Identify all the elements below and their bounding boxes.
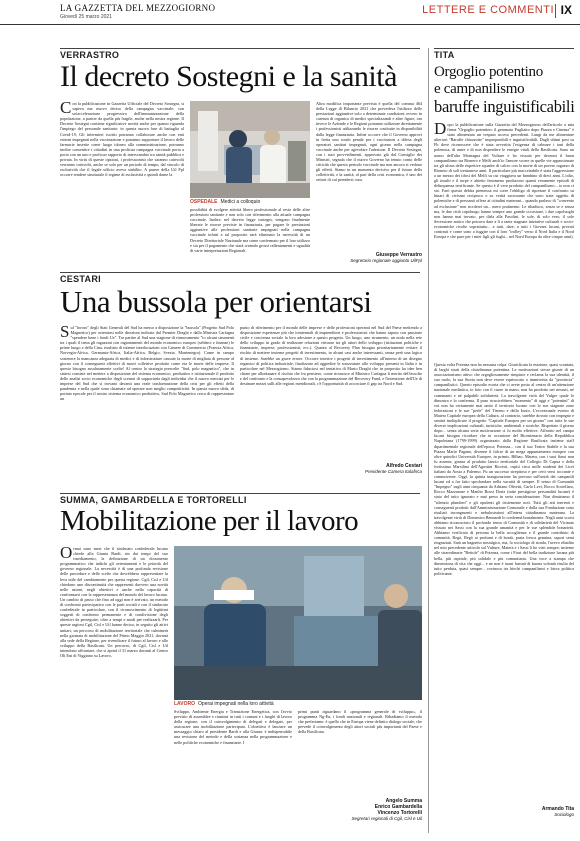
- author-name: Giuseppe Verrastro: [375, 252, 422, 258]
- page-number: IX: [560, 3, 572, 17]
- section-rule: [60, 493, 420, 494]
- article-photo: [174, 546, 422, 700]
- article-column: Con la pubblicazione in Gazzetta Ufficiale del Decreto Sostegni, si sapeva ma nuovo deciso della campagna vaccinale: con un'accelerazione progressiva dell'immunizzazione della popolazione, a partire da quella più fragile, anche nella nostra regione. Il Decreto Sostegni contiene significative novità anche per quanto riguarda l'impiego del personale sanitario: in questa nuova fase di battaglia al Covid-19, Gli infermieri iscritti potranno collaborare anche con enti esterni impegnati nella vaccinazione e potranno supportare il lavoro delle farmacie inserite come luogo idoneo alla somministrazione, potranno inoltre consentire i cittadini in una proficua campagna vaccinale porta a porta con un uno e proficuo rapporto di interscambio tra sanità pubblica e privata. In virtù di queste opzioni, i professionisti che saranno coinvolti verranno coinvolti, anche se solo per un periodo di tempo, dal vincolo di esclusività che il legale ufficio aveva stabilito. A parere della Uil Fpl occorre rendere strutturale il regime di esclusività e quindi darne la: [60, 101, 184, 178]
- section-title: LETTERE E COMMENTI: [422, 4, 554, 16]
- section-rule: [60, 272, 420, 273]
- article-column: primi punti riguardano il «programma generale di sviluppo», il programma Ng-Eu, i fondi nazionali e regionali. Ribadiamo il metodo che preferiamo: è quello che in Europa viene definito dialogo sociale, che prevede il coinvolgimento degli attori sociali più importanti del Paese e della Basilicata.: [298, 709, 422, 735]
- headline-line: Orgoglio potentino: [434, 64, 543, 80]
- drop-cap: D: [434, 122, 447, 138]
- page-divider: [555, 4, 556, 18]
- article-column: Ormai sono mesi che il sindacato confederale lucano chiede alla Giunta Bardi, sin dai tempi del suo insediamento, la definizione di un documento programmatico che indichi gli orientamenti e le priorità del governo regionale. La necessità è di una profonda revisione delle procedure e delle scelte che dovrebbero rappresentare la leva utile del cambiamento per questa regione. Cgil, Cisl e Uil chiedono uno discontinuità che rappresenti davvero una novità nelle azioni, negli obiettivi e anche nella capacità di confrontarsi con la rappresentanza del mondo del lavoro lucano. Un cambio di passo che fino ad oggi non è arrivato, un metodo di confronto partecipativo con le parti sociali e con il sindacato confederale in particolare, con il riconoscimento di legittimi soggetti di confronto permanente e di condivisione degli obiettivi da perseguire, oltre a tempi e modi per realizzarli. Per queste ragioni Cgil, Cisl e Uil hanno deciso, in seguito gli attivi unitari, un percorso di mobilitazione territoriale che culminerà nella giornata di mobilitazione del Primo Maggio 2021, davanti alla sede della Regione, per rivendicare il futuro al lavoro e allo sviluppo della Basilicata. Un percorso, di Cgil, Cisl e Uil intendono affrontare, che si aprirà il 31 marzo davanti al Centro Oli Eni di Viggiano su Lavoro,: [60, 546, 168, 658]
- page-header: [0, 0, 580, 25]
- article-column: Dopo la pubblicazione sulla Gazzetta del Mezzogiorno dell'articolo a mia firma "Orgoglio potentino: il gemmato Pugliatto dopo Piazza e Cinema" è stato alimentato un vespaio acceso precedenti. Lungi da me alimentare ulteriori "Baruffe chiozzotte" improponibili e inguistificabili. Dagli ultimi post su Fb dove riconoscere che è stata avvertita l'esigenza di calmare i toni della polemica, di unire e di non disperdere le energie vitali della Basilicata. Sono un uomo dell'alta Montagna del Vulture e ho vissuto per decenni il buon campanilismo tra Rionero e Melfi anch'io l'amore scorre in quelle vie appassionate tra gli ultras delle rispettive squadre di calcio con la morte di un povero ragazzo di Rionero di soli trentanove anni. Il particolare più inaccettabile è stata l'aggressione a un mezzo dei tifosi del Melfi su cui viaggiava un bambino di dieci anni. L'odio, gli insulti e il turpe e abietto fenomeno producono quanti veramente episodi di delinquenza terrificante. Se questo è il vero prodotto del campanilismo... io non ci sto. Farò questa debita premessa mi corre l'obbligo di riportare il confronto su binari di civismo reciproco e su verità sacrosante che sono state oggetto di polemiche e di pressanti offese ai cittadini materani... quando parlavo di "convento ad esclusione" non ricrderei un... mero pratinento. Le ribadisco, senza se e senza ma, le due città capoluogo hanno sempre uno grande occasione, i due capoluoghi non hanno mai trovato, per dirla alla Pasolini, le sole, di solo vero, il sole Secessione antico che potrava dare a lì a tante stagnate iniziative culturali e socio-economiche rivolte soprattutto... a tutti, dare, a tutti i Giovani lucani, provati contrasti e come sono a fuggire con il loro "trolley" verso il Nord Italia e il Nord Europa e che pure per i miei figli gli fughi... nel Nord Europa da oltre cinque anni).: [434, 122, 574, 240]
- dateline: Giovedì 25 marzo 2021: [60, 14, 112, 20]
- article-headline: Il decreto Sostegni e la sanità: [60, 60, 397, 93]
- section-rule: [434, 48, 574, 49]
- article-headline: Una bussola per orientarsi: [60, 284, 372, 319]
- author-role: Segretari regionali di Cgil, Cisl e Uil: [351, 816, 422, 821]
- article-headline: [434, 64, 575, 115]
- article-photo: [190, 101, 310, 198]
- section-rule: [60, 48, 420, 49]
- author-role: Segretario regionale aggiunto UilFpl: [350, 258, 422, 263]
- masthead: LA GAZZETTA DEL MEZZOGIORNO: [60, 3, 216, 13]
- headline-line: baruffe inguistificabili: [434, 97, 575, 116]
- caption-key: LAVORO: [174, 701, 196, 707]
- author-names: Angelo Summa Enrico Gambardella Vincenzo Tortorelli: [374, 798, 422, 816]
- drop-cap: O: [60, 546, 73, 562]
- headline-line: e campanilismo: [434, 81, 525, 97]
- article-column: Sviluppo, Ambiente Energia e Transizione Energetica, con l'avvio previsto di assemblee e riunioni in tutti i comuni e i luoghi di lavoro della regione, con il coinvolgimento di delegati e delegate, per assicurare una mobilitazione partecipata. L'obiettivo è lanciare un messaggio chiaro al presidente Bardi e alla Giunta: è indispensabile una revisione del metodo e della sostanza nella programmazione e nelle politiche economiche e finanziarie. I: [174, 709, 292, 745]
- caption-key: OSPEDALE: [190, 199, 218, 205]
- article-kicker: CESTARI: [60, 274, 101, 284]
- author-name: Alfredo Cestari: [386, 463, 422, 469]
- drop-cap: S: [60, 325, 70, 341]
- article-signature: [316, 252, 422, 263]
- photo-caption: OSPEDALE Medici a colloquio: [190, 199, 261, 205]
- photo-caption: LAVORO Operai impegnati nella loro attività: [174, 701, 274, 707]
- article-signature: [434, 806, 574, 817]
- article-column: Sul "lavoro" degli Stati Generali del Sud ha messo a disposizione la "bussola" (Progetto Sud Polo Magnetico) per orientarsi nelle direzioni indicate dal Premier Draghi e dalla Ministra Carfagna "spendere bene i fondi Ue". Tar partire al Sud una stagione di rinnovamento "io alcuni strumenti tra i quali il tema gli ragazzini con ragionamenti del mondo economico europeo (sebbeci e finanze) le prime luogo e della Cina, risultato di intense interlocuzioni con Camere di Commercio (Francia Africa, Norvegia-Africa, Germania-Africa, Italia-Africa, Belgio, Svezia, Montenegro). Come in campo sostenere la mancanza adeguata di medici e di infrastrutture causate la morte di migliaia di persone al giorno con il conseguenti effettivi di morti collettive prodotto come era le morte delle imprese. Il questo bisogno assolutamente scelte! Al centro la strategia prescelte "Sud, polo magnetico", che in sintesi consiste nel mettere a disposizione del sistema economico, produttivo e istituzionale il prodotto delle analisi socio economiche degli scenari di sopportarla dagli individui che il nuovo mercati per le imprese del Sud che si trovano davanti una reale trasformazione della crisi per gli effetti della pandemia e nella quale sono chiamate ad operare non meglio competitività. In questa nuova sfida, di portata epocale per il nostro sistema economico produttivo, Sud Polo Magnetico cerca di rappresentare un: [60, 325, 234, 402]
- article-kicker: SUMMA, GAMBARDELLA E TORTORELLI: [60, 495, 247, 505]
- article-column: possibilità di svolgere attività libero professionale al resto delle altre professioni sanitarie e non solo con riferimento alla attuale campagna vaccinale. Inoltre, nel decreto legge sostegni, vengono finalmente liberate le risorse previste in finanziaria, per pagare le prestazioni aggiuntive alle professioni sanitarie impegnati nella campagna vaccinale infatti a tal proposito sarà eliminato la necessità di un Decreto Direttoriale Nazionale ma come confermato per il loro utilizzo e sia per il pagamento che starà creando grossi rallentamenti e ugualità di varie interpretazioni Regionali.: [190, 207, 310, 253]
- author-role: Sociologo: [554, 812, 574, 817]
- article-column: Altra modifica importante prevista è quella del comma 464 della Legge di Bilancio 2021 che prevedeva l'utilizzo delle prestazioni aggiuntive solo a determinate condizioni ovvero in carenza di organico di medici specializzandi e altre figure, ora invece le Aziende e le Regioni potranno utilizzare direttamente i professionisti utilizzando le risorse costituite in disponibilità dalla legge finanziaria. Infine occorre che il Governo approvi in fretta uno scudo penale per i vaccinatori a difesa degli operatori sanitari impegnati, ogni giorno nella campagna vaccinale anche per agevolare l'adesione. Il Decreto Sostegni, con i suoi provvedimenti, approvato già dal Consiglio dei Ministri, segnala che il nuovo Governo ha tenuto conto delle criticità che questo periodo vaccinale ma non ancora si vedono gli effetti. Siamo in un momento decisivo per il futuro della collettività, e la sanità, al pari della crisi economica, è uno dei settori di cui prendersi cura.: [316, 101, 422, 183]
- author-name: Armando Tita: [541, 806, 574, 812]
- column-divider: [428, 48, 429, 833]
- article-headline: Mobilitazione per il lavoro: [60, 505, 359, 537]
- article-kicker: VERRASTRO: [60, 50, 120, 60]
- article-signature: [240, 463, 422, 474]
- article-kicker: TITA: [434, 50, 455, 60]
- article-signature: [298, 798, 422, 821]
- author-role: Presidente Camera Italafrica: [364, 469, 422, 474]
- article-column: Questa volta Potenza non ha nessuna colpa. Giustificata la reazione, quasi scontata, di larghi strati della cittadinanza potentina. Le motivazioni stesse giunte di un associazionismo attivo che orgogliosamente rimpiace e reclama la sua identità, il suo ruolo, la sua Storia non deve essere equivocato o immiserita da "provincia" campanilistici. Questo episodio esorta che ci avete posto al centro di un'attenzione nazionale mediatica, io foto con il cuore in mano, non ha prodotto nei nessuti, né comunanti e né palpabili solidarietà. La travolgente virtù del Vulgre quale lo dimostra e lo conferma. Il puro ricucirebbero "momento" di aggi e "potentini" di voi non ha certamente mai unito il territorio lucano con lo sue stagnate zone federazioni e le sue "perle" del Tirreno e dello Ionio. L'eccezionale evento di Matera Capitale europea della Cultura, al contrario, sarebbe dovuto con impegno e sentirà moltiplicare il progetto "Capitale Europea per un giorno" con tutte le sue diverse implicazioni culturali, turistiche, ambientali e storiche. Rispettate il giorno dopo... senza alcuna seria motivazione ci fu molto effettive. Affronto nel campo lucani bisogna ricordare che in occasione del Bicentenario della Repubblica Napoletana (1799-1999) organizzato dalla Regione Basilicata insieme staff dipartimentale regionale dell'epoca; Potenza... con il suo Teatro Stabile e la sua Piazza Mario Pagano, divenne il fulcro di un mega appuntamento europeo con oltre quindici Università Europee, in primis, Bilbao, Matera, con i suoi Sassi non fu assente, giunse al prodotto lancio territoriale del Collegio Di Capua e della fortissima Marsilina dell'Agostini Riccisti, ospiti circa mille studenti dei Licei italiani da Aosta a Palermo. Fu un successo strepitoso e per certi versi toccante e commovente. Oggi, la quinta inaugurazione ha prevaso sull'unità dei campanili lucani ed a far fatto sprofondare nella vacuità di sempre. Il senso di Comunità "Impegno" sugli anni cinquanta da Adriano Olivetti, Carlo Levi, Rocco Scotellaro, Rocco Mazzarone e Manlio Rossi Doria (tutte prestigiose personalità lucane) è stato del tutto ignorato e mai preso in seria considerazione. Non dimiriamo il "silenzio plumbeo" e gli opulenti gli tristemente noti. Tutti gli atti inerenti e conseguenti prodotti dall'Amministrazione Comunale e dalla sua Fondazione sono risultati incongruenti e nebulosissimi all'intera cittadinanza materana. La travolgente virtù di Domenico Bennardi lo confermà brutalmente. Negli anni scorsi abbiamo riconosciuto il profondo senso di Comunità e di solidarietà del Vicinato vissuto nei Sassi con la sua grande umanità e per le sue splendide bonarietà. Abbiamo verificato di persona la bella accoglienza e il grande contributo di comunità. Regò, Regò ai profumi e di bontà, pasta fresca genuina, sapori semi ringraziati. Sarà un bagnetto nostalgico, ma, lo sociologo di strada, l'avevo ribadito nel mio precedente articolo sul Vulture, Matera e i Sassi li ho visti sempre, insieme alle straordinarie "Bettole" di Potenza, come i Fiori del bella tradizione lucana più bella, più ospitale, più solidale e più comunitaria. Una voce a stampa che dimensiona di vita che oggi... e ne non è tuoni barsati di buona volontà risulta del tutto perduta, quasi sempre... rovinosa tra biechi campanilismi e bieca politica politicante.: [434, 362, 574, 576]
- article-column: punto di riferimento per il mondo delle imprese e delle professioni operanti nel Sud del Paese mettendo a disposizione esperienze più che trentennali di imprenditori e professionisti che hanno saputo con passione civile e coscienza sociale la loro adesione a questo progetto. Un luogo, uno strumento, un nodo nella rete dello sviluppo in grado di realizzare relazioni virtuose tra gli attori dello sviluppo (istituzioni politiche e finanziarie, imprese, professionisti, ecc.). Quanto al Recovery Plan bisogna prioritariamente evitare il rischio di mettere insieme progetti di investimento, in alcuni casi anche interessanti, senza però una logica di insieme. Sarebbe un grave errore. Occorre inserire i progetti di investimento all'interno di un disegno organico di politica industriale, finalizzato ad aggredire le strozzature allo sviluppo presenti in Italia e in particolare nel Mezzogiorno. Siamo fiduciosi nel tentativo di Mario Draghi che in proposito ha idee ben chiare per allontanare il rischio che fra pensiero, come riconosce al Ministro Carfagna li merito dell'assolto e del confronto e la consapevolezza che con la programmazione del Recovery Fund, e l'intenzione dell'Ue di destinare mezzi sulli alle regioni meridionali, c'è l'opportunità di accorciare il gap tra Nord e Sud.: [240, 325, 422, 387]
- drop-cap: C: [60, 101, 72, 117]
